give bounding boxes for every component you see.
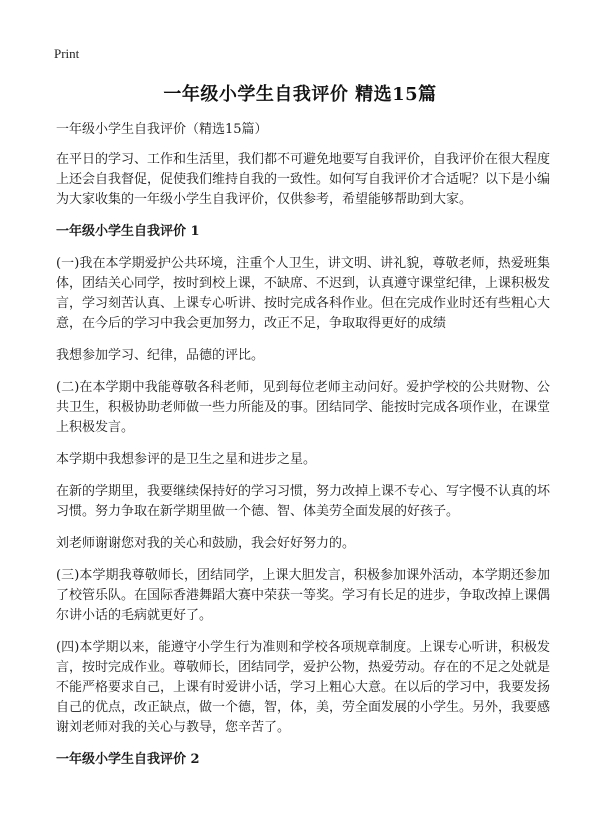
- paragraph: (四)本学期以来，能遵守小学生行为准则和学校各项规章制度。上课专心听讲，积极发言，按时完成作业。尊敬师长，团结同学，爱护公物，热爱劳动。存在的不足之处就是不能严格要求自己，上课有时爱讲小话，学习上粗心大意。在以后的学习中，我要发扬自己的优点，改正缺点，做一个德，智，体，美，劳全面发展的小学生。另外，我要感谢刘老师对我的关心与教导，您辛苦了。: [56, 640, 551, 735]
- paragraph: (一)我在本学期爱护公共环境，注重个人卫生，讲文明、讲礼貌，尊敬老师，热爱班集体，团结关心同学，按时到校上课，不缺席、不迟到，认真遵守课堂纪律，上课积极发言，学习刻苦认真、上课专心听讲、按时完成各科作业。但在完成作业时还有些粗心大意，在今后的学习中我会更加努力，改正不足，争取取得更好的成绩: [56, 256, 551, 331]
- paragraph: 我想参加学习、纪律，品德的评比。: [56, 348, 265, 363]
- intro-paragraph: 在平日的学习、工作和生活里，我们都不可避免地要写自我评价，自我评价在很大程度上还会自我督促，促使我们维持自我的一致性。如何写自我评价才合适呢？以下是小编为大家收集的一年级小学生自我评价，仅供参考，希望能够帮助到大家。: [56, 152, 551, 207]
- section-heading-1: 一年级小学生自我评价 1: [56, 224, 200, 239]
- paragraph: 在新的学期里，我要继续保持好的学习习惯，努力改掉上课不专心、写字慢不认真的坏习惯。努力争取在新学期里做一个德、智、体美劳全面发展的好孩子。: [56, 484, 551, 519]
- paragraph: 本学期中我想参评的是卫生之星和进步之星。: [56, 452, 317, 467]
- paragraph: 刘老师谢谢您对我的关心和鼓励，我会好好努力的。: [56, 536, 356, 551]
- paragraph: (三)本学期我尊敬师长，团结同学，上课大胆发言，积极参加课外活动，本学期还参加了校管乐队。在国际香港舞蹈大赛中荣获一等奖。学习有长足的进步，争取改掉上课偶尔讲小话的毛病就更好了。: [56, 568, 551, 623]
- page-title: 一年级小学生自我评价 精选15篇: [163, 84, 437, 105]
- document-subtitle: 一年级小学生自我评价（精选15篇）: [56, 122, 268, 137]
- paragraph: (二)在本学期中我能尊敬各科老师，见到每位老师主动问好。爱护学校的公共财物、公共卫生，积极协助老师做一些力所能及的事。团结同学、能按时完成各项作业，在课堂上积极发言。: [56, 380, 551, 435]
- print-link[interactable]: Print: [54, 46, 80, 61]
- section-heading-2: 一年级小学生自我评价 2: [56, 752, 200, 767]
- document-body: [56, 120, 550, 782]
